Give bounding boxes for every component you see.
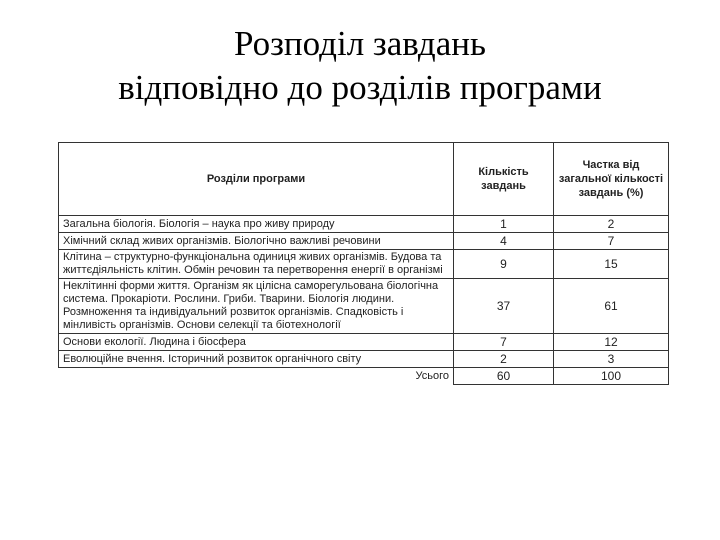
table-row (59, 351, 669, 368)
row-share: 12 (554, 334, 669, 351)
row-count: 7 (454, 334, 554, 351)
row-section: Хімічний склад живих організмів. Біологічно важливі речовини (59, 233, 454, 250)
row-count: 2 (454, 351, 554, 368)
table-row (59, 233, 669, 250)
table-row (59, 279, 669, 334)
row-section: Клітина – структурно-функціональна одиниця живих організмів. Будова та життєдіяльність клітин. Обмін речовин та перетворення енергії в організмі (59, 250, 454, 279)
table-row (59, 334, 669, 351)
distribution-table (58, 142, 669, 385)
header-count: Кількість завдань (454, 143, 554, 216)
slide-title-line-1: Розподіл завдань (234, 24, 486, 63)
row-section: Неклітинні форми життя. Організм як цілісна саморегульована біологічна система. Прокаріоти. Рослини. Гриби. Тварини. Біологія людини. Розмноження та індивідуальний розвиток організмів. Спадковість і мінливість організмів. Основи селекції та біотехнології (59, 279, 454, 334)
header-share: Частка від загальної кількості завдань (%) (554, 143, 669, 216)
row-share: 3 (554, 351, 669, 368)
row-share: 7 (554, 233, 669, 250)
row-count: 9 (454, 250, 554, 279)
row-count: 4 (454, 233, 554, 250)
distribution-table-container (58, 142, 668, 385)
row-share: 15 (554, 250, 669, 279)
slide-title-line-2: відповідно до розділів програми (118, 68, 602, 107)
table-row (59, 216, 669, 233)
row-share: 61 (554, 279, 669, 334)
table-total-row (59, 368, 669, 385)
row-section: Основи екології. Людина і біосфера (59, 334, 454, 351)
total-count: 60 (454, 368, 554, 385)
row-count: 37 (454, 279, 554, 334)
table-header-row (59, 143, 669, 216)
row-count: 1 (454, 216, 554, 233)
total-share: 100 (554, 368, 669, 385)
row-section: Еволюційне вчення. Історичний розвиток органічного світу (59, 351, 454, 368)
total-label: Усього (59, 368, 454, 385)
header-section: Розділи програми (59, 143, 454, 216)
slide-title (0, 22, 720, 110)
row-section: Загальна біологія. Біологія – наука про живу природу (59, 216, 454, 233)
row-share: 2 (554, 216, 669, 233)
table-row (59, 250, 669, 279)
